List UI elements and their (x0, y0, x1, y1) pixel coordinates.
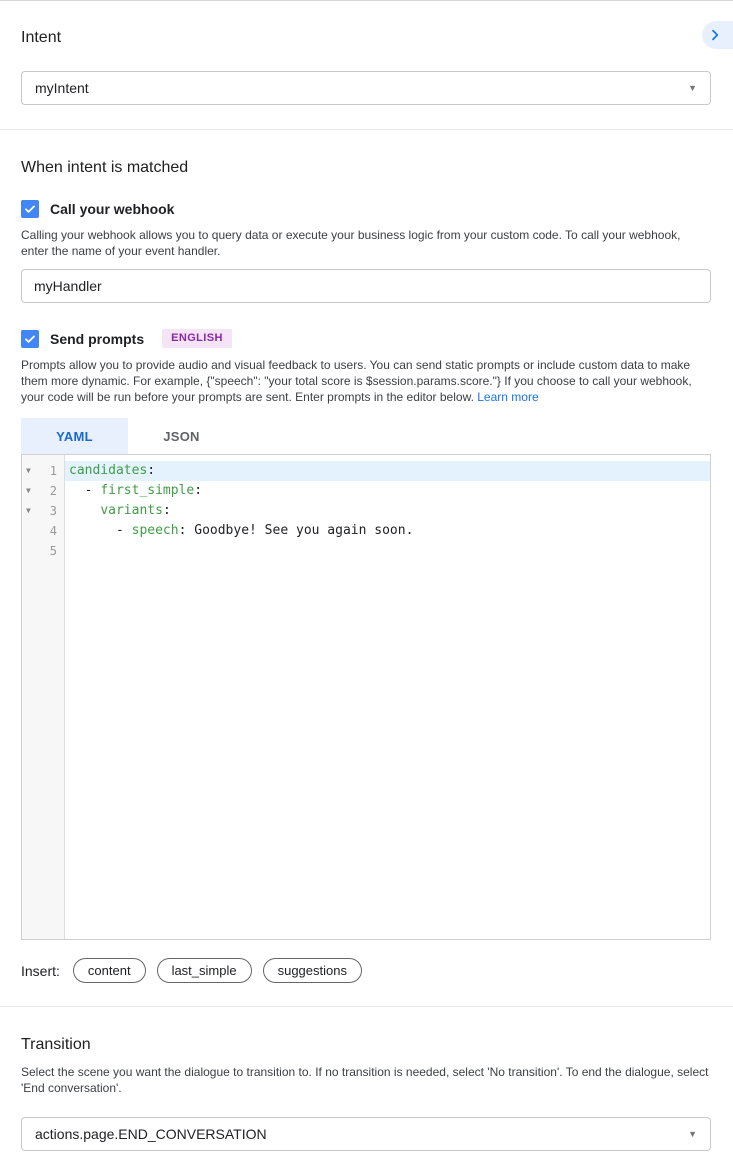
call-webhook-row (21, 200, 711, 218)
tab-yaml[interactable]: YAML (21, 418, 128, 454)
gutter-line (22, 461, 64, 481)
gutter-line (22, 521, 64, 541)
fold-arrow-icon[interactable]: ▼ (26, 466, 31, 475)
send-prompts-checkbox[interactable] (21, 330, 39, 348)
code-indent (69, 503, 100, 518)
gutter-line (22, 481, 64, 501)
fold-arrow-icon[interactable]: ▼ (26, 506, 31, 515)
call-webhook-checkbox[interactable] (21, 200, 39, 218)
chevron-right-icon (707, 27, 723, 43)
yaml-key: speech (131, 523, 179, 538)
code-indent: - (69, 483, 101, 498)
code-text: : Goodbye! See you again soon. (178, 523, 414, 538)
matched-section (0, 130, 733, 1006)
yaml-key: variants (100, 503, 163, 518)
dropdown-caret-icon: ▼ (688, 1128, 697, 1139)
line-number: 5 (49, 544, 57, 558)
insert-chip-last-simple[interactable]: last_simple (157, 958, 252, 983)
code-line-5 (65, 541, 710, 561)
prompts-description (21, 357, 711, 405)
line-number: 3 (49, 504, 57, 518)
gutter-line (22, 501, 64, 521)
line-number: 1 (49, 464, 57, 478)
checkmark-icon (23, 332, 37, 346)
intent-heading: Intent (21, 29, 62, 46)
prompt-code-editor[interactable] (21, 454, 711, 940)
code-line-1 (65, 461, 710, 481)
checkmark-icon (23, 202, 37, 216)
dropdown-caret-icon: ▼ (688, 82, 697, 93)
transition-section (0, 1007, 733, 1151)
transition-heading: Transition (21, 1036, 91, 1053)
expand-panel-button[interactable] (702, 21, 733, 49)
transition-select[interactable] (21, 1117, 711, 1151)
code-line-4 (65, 521, 710, 541)
editor-code-area[interactable] (65, 455, 710, 939)
code-text: : (162, 503, 171, 518)
insert-chip-suggestions[interactable]: suggestions (263, 958, 362, 983)
transition-description: Select the scene you want the dialogue to transition to. If no transition is needed, select 'No transition'. To end the dialogue, select 'End conversation'. (21, 1065, 709, 1095)
prompts-description-text: Prompts allow you to provide audio and visual feedback to users. You can send static prompts or include custom data to make them more dynamic. For example, {"speech": "your total score is $session.params.score."} If you choose to call your webhook, your code will be run before your prompts are sent. Enter prompts in the editor below. (21, 358, 692, 404)
intent-select[interactable] (21, 71, 711, 105)
editor-format-tabs (21, 418, 711, 454)
line-number: 4 (49, 524, 57, 538)
code-indent: - (69, 523, 132, 538)
call-webhook-label: Call your webhook (50, 201, 175, 217)
insert-chip-content[interactable]: content (73, 958, 146, 983)
editor-gutter (22, 455, 65, 939)
fold-arrow-icon[interactable]: ▼ (26, 486, 31, 495)
line-number: 2 (49, 484, 57, 498)
yaml-key: first_simple (100, 483, 195, 498)
code-line-2 (65, 481, 710, 501)
yaml-key: candidates (69, 463, 148, 478)
code-text: : (147, 463, 156, 478)
intent-select-value: myIntent (35, 80, 89, 96)
code-text: : (194, 483, 203, 498)
gutter-line (22, 541, 64, 561)
transition-select-value: actions.page.END_CONVERSATION (35, 1126, 267, 1142)
code-line-3 (65, 501, 710, 521)
learn-more-link[interactable]: Learn more (477, 390, 539, 404)
matched-heading: When intent is matched (21, 159, 189, 176)
send-prompts-row (21, 329, 711, 348)
insert-row (21, 958, 711, 983)
insert-label: Insert: (21, 962, 60, 979)
intent-section (0, 1, 733, 129)
send-prompts-label: Send prompts (50, 330, 145, 347)
event-handler-input[interactable] (21, 269, 711, 303)
language-badge: ENGLISH (162, 329, 232, 348)
webhook-description: Calling your webhook allows you to query data or execute your business logic from your custom code. To call your webhook, enter the name of your event handler. (21, 228, 681, 258)
tab-json[interactable]: JSON (163, 428, 200, 444)
